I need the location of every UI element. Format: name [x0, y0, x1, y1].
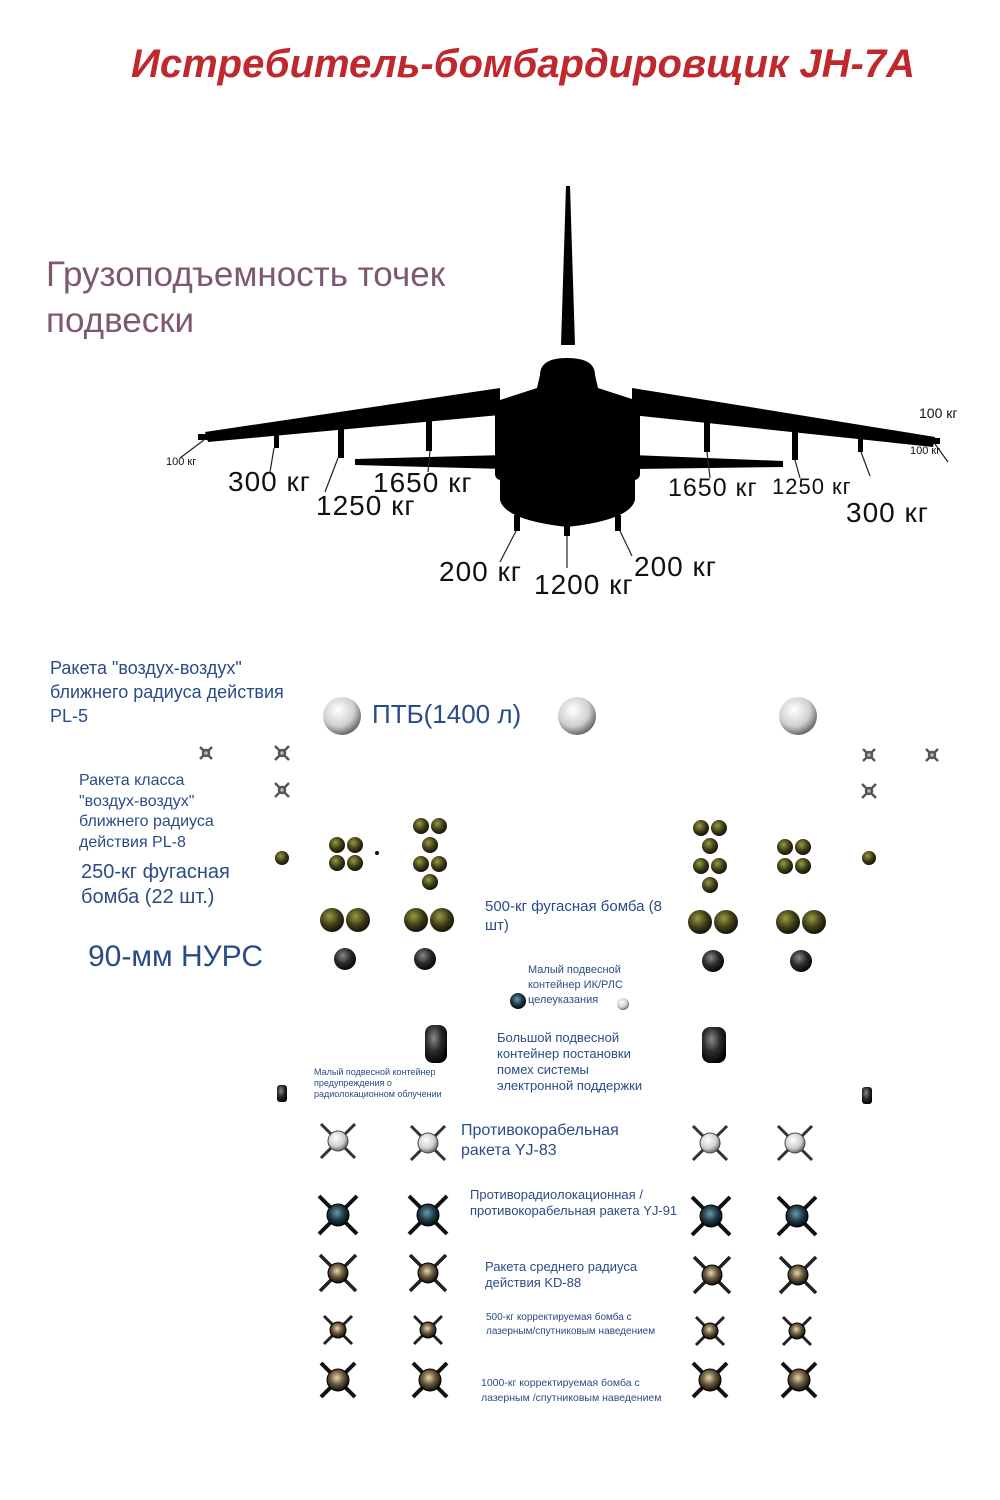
label-ptb: ПТБ(1400 л) — [372, 699, 522, 729]
hardpoint-right-fuselage: 200 кг — [634, 551, 717, 582]
hardpoint-left-fuselage: 200 кг — [439, 556, 522, 587]
page-title: Истребитель-бомбардировщик JH-7A — [131, 42, 915, 86]
hardpoint-right-outer: 300 кг — [846, 497, 929, 528]
hardpoint-right-tip-lower: 100 кг — [910, 445, 941, 457]
hardpoint-right-inner: 1650 кг — [668, 474, 758, 502]
hardpoint-right-mid: 1250 кг — [772, 474, 852, 499]
hardpoint-left-mid: 1250 кг — [316, 490, 416, 521]
label-kd88: Ракета среднего радиуса действия KD-88 — [485, 1259, 638, 1290]
label-bomb500: 500-кг фугасная бомба (8 шт) — [485, 898, 662, 934]
label-gbomb1000: 1000-кг корректируемая бомба с лазерным /спутниковым наведением — [481, 1377, 662, 1404]
label-rwr-pod: Малый подвесной контейнер предупреждения о радиолокационном облучении — [314, 1067, 442, 1099]
label-large-pod: Большой подвесной контейнер постановки помех системы электронной поддержки — [497, 1030, 643, 1093]
label-yj91: Противорадиолокационная / противокорабельная ракета YJ-91 — [470, 1187, 678, 1218]
subtitle: Грузоподъемность точек подвески — [46, 255, 446, 340]
label-pl8: Ракета класса "воздух-воздух" ближнего радиуса действия PL-8 — [79, 772, 214, 851]
label-small-pod: Малый подвесной контейнер ИК/РЛС целеуказания — [528, 964, 623, 1006]
hardpoint-left-outer: 300 кг — [228, 466, 311, 497]
hardpoint-left-inner: 1650 кг — [373, 467, 473, 498]
label-yj83: Противокорабельная ракета YJ-83 — [461, 1122, 619, 1159]
label-pl5: Ракета "воздух-воздух" ближнего радиуса действия PL-5 — [50, 658, 284, 726]
hardpoint-center: 1200 кг — [534, 569, 634, 600]
hardpoint-left-tip: 100 кг — [166, 456, 197, 468]
label-bomb250: 250-кг фугасная бомба (22 шт.) — [81, 861, 230, 908]
hardpoint-right-tip-upper: 100 кг — [919, 405, 958, 421]
label-gbomb500: 500-кг корректируемая бомба с лазерным/спутниковым наведением — [486, 1312, 656, 1337]
label-nurs: 90-мм НУРС — [88, 940, 264, 973]
